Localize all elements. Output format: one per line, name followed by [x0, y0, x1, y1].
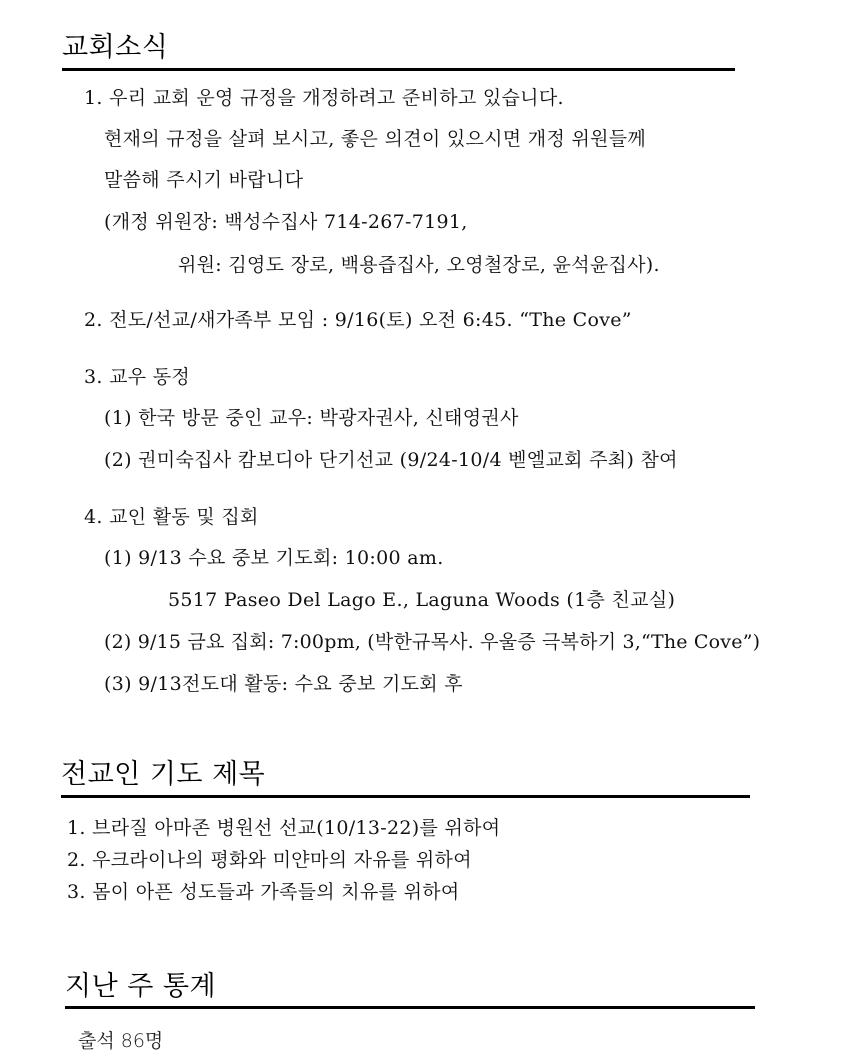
news-item-3-sub-1: (1) 한국 방문 중인 교우: 박광자권사, 신태영권사 [104, 407, 519, 429]
section-divider-news [62, 68, 735, 71]
news-item-1-line-5: 위원: 김영도 장로, 백용즙집사, 오영철장로, 윤석윤집사). [178, 254, 660, 276]
news-item-4-sub-1: (1) 9/13 수요 중보 기도회: 10:00 am. [104, 547, 444, 569]
news-item-3-title: 3. 교우 동정 [84, 366, 191, 388]
section-title-church-news: 교회소식 [62, 32, 169, 63]
prayer-item-2: 2. 우크라이나의 평화와 미얀마의 자유를 위하여 [67, 849, 472, 871]
section-divider-stats [65, 1006, 755, 1009]
news-item-1-line-1: 1. 우리 교회 운영 규정을 개정하려고 준비하고 있습니다. [84, 87, 564, 109]
section-title-prayer: 전교인 기도 제목 [61, 759, 266, 790]
news-item-4-sub-2: (2) 9/15 금요 집회: 7:00pm, (박한규목사. 우울증 극복하기 3,“The Cove”) [104, 631, 761, 653]
news-item-1-line-4: (개정 위원장: 백성수집사 714-267-7191, [104, 211, 468, 233]
section-divider-prayer [61, 795, 750, 798]
attendance-stat: 출석 86명 [78, 1030, 164, 1052]
news-item-1-line-3: 말씀해 주시기 바랍니다 [104, 169, 304, 191]
news-item-3-sub-2: (2) 권미숙집사 캄보디아 단기선교 (9/24-10/4 벧엘교회 주최) 참여 [104, 449, 678, 471]
news-item-4-sub-3: (3) 9/13전도대 활동: 수요 중보 기도회 후 [104, 673, 463, 695]
section-title-stats: 지난 주 통계 [65, 971, 217, 1002]
prayer-item-1: 1. 브라질 아마존 병원선 선교(10/13-22)를 위하여 [67, 817, 501, 839]
prayer-item-3: 3. 몸이 아픈 성도들과 가족들의 치유를 위하여 [67, 881, 460, 903]
news-item-4-title: 4. 교인 활동 및 집회 [84, 506, 259, 528]
news-item-1-line-2: 현재의 규정을 살펴 보시고, 좋은 의견이 있으시면 개정 위원들께 [104, 128, 647, 150]
news-item-4-sub-1-address: 5517 Paseo Del Lago E., Laguna Woods (1층 친교실) [168, 589, 676, 611]
news-item-2-line-1: 2. 전도/선교/새가족부 모임 : 9/16(토) 오전 6:45. “The Cove” [84, 309, 632, 331]
